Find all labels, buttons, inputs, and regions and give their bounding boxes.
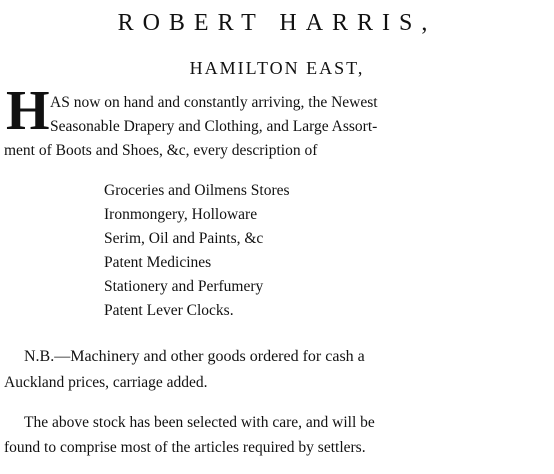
closing-line-1: The above stock has been selected with care, and will be	[24, 414, 375, 431]
intro-line-2: Seasonable Drapery and Clothing, and Large Assort-	[50, 118, 378, 135]
stock-item-clocks: Patent Lever Clocks.	[104, 302, 234, 319]
drop-cap-letter: H	[6, 80, 50, 142]
stock-item-groceries: Groceries and Oilmens Stores	[104, 182, 290, 199]
stock-item-ironmongery: Ironmongery, Holloware	[104, 206, 258, 223]
nb-note-line-1: N.B.—Machinery and other goods ordered for cash a	[24, 348, 365, 365]
stock-item-paints: Serim, Oil and Paints, &c	[104, 230, 264, 247]
nb-note-line-2: Auckland prices, carriage added.	[4, 374, 208, 391]
advertiser-name: ROBERT HARRIS,	[117, 10, 437, 36]
intro-line-1: AS now on hand and constantly arriving, the Newest	[50, 94, 378, 111]
intro-line-3: ment of Boots and Shoes, &c, every description of	[4, 142, 318, 159]
stock-item-medicines: Patent Medicines	[104, 254, 212, 271]
stock-item-stationery: Stationery and Perfumery	[104, 278, 264, 295]
advertiser-location: HAMILTON EAST,	[189, 58, 365, 78]
closing-line-2: found to comprise most of the articles required by settlers.	[4, 439, 366, 456]
